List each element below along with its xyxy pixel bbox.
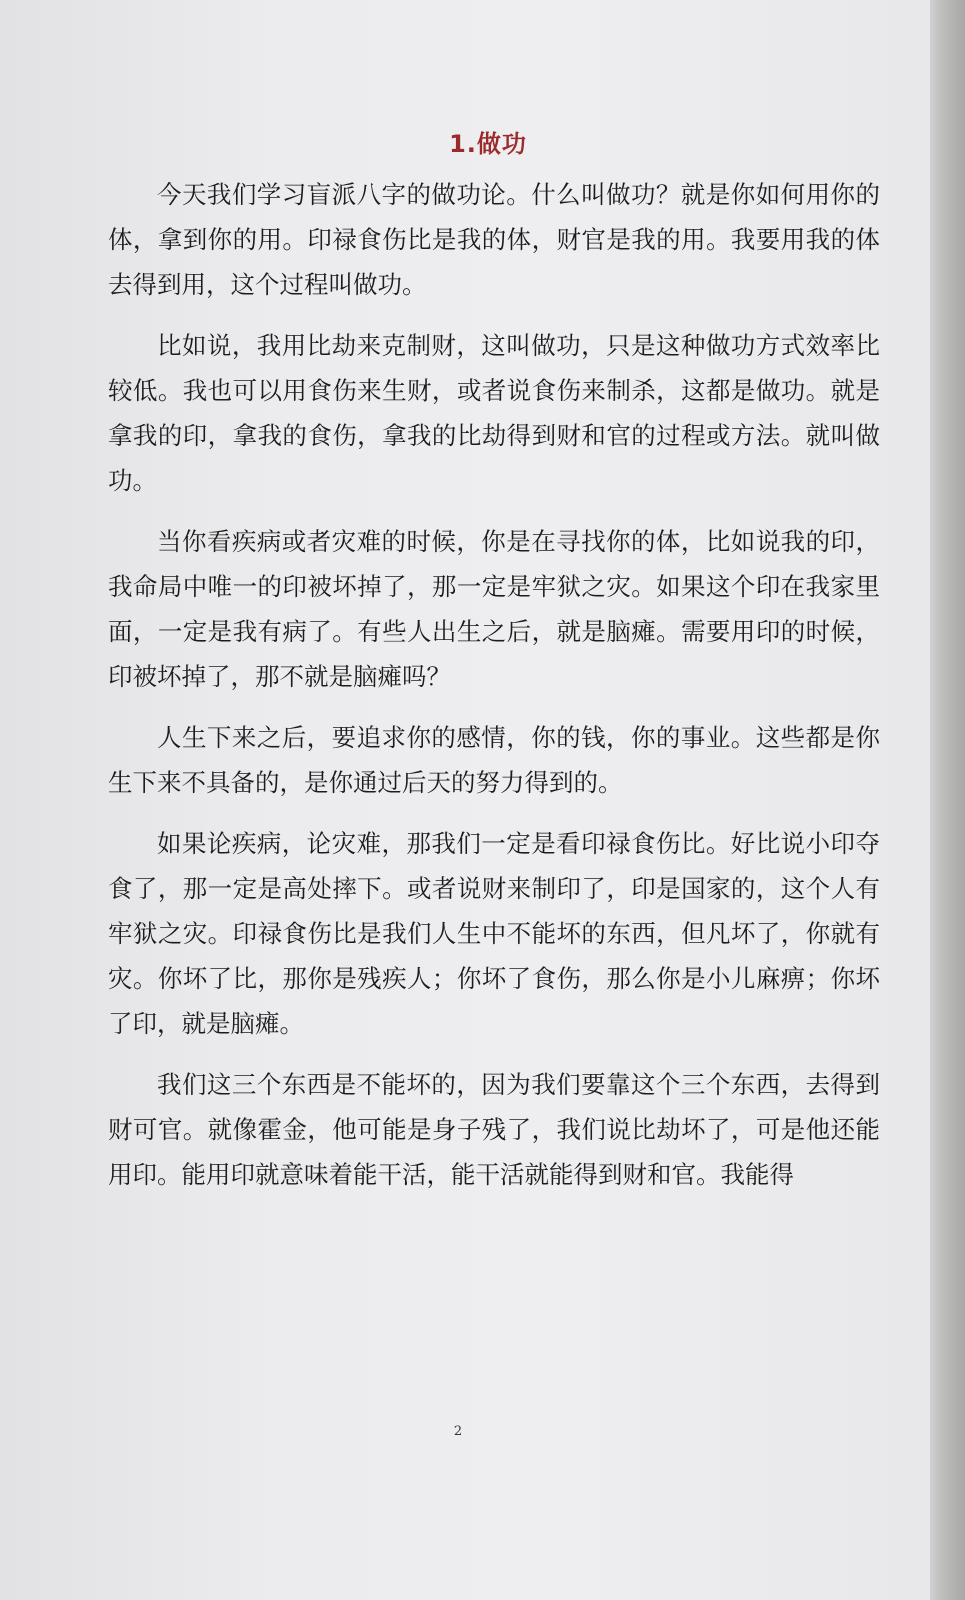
paragraph: 如果论疾病，论灾难，那我们一定是看印禄食伤比。好比说小印夺食了，那一定是高处摔下。或者说财来制印了，印是国家的，这个人有牢狱之灾。印禄食伤比是我们人生中不能坏的东西，但凡坏了，你就有灾。你坏了比，那你是残疾人；你坏了食伤，那么你是小儿麻痹；你坏了印，就是脑瘫。 — [108, 829, 880, 1038]
section-title: 1.做功 — [449, 130, 527, 158]
paragraph: 我们这三个东西是不能坏的，因为我们要靠这个三个东西，去得到财可官。就像霍金，他可能是身子残了，我们说比劫坏了，可是他还能用印。能用印就意味着能干活，能干活就能得到财和官。我能得 — [108, 1070, 880, 1189]
paragraph: 今天我们学习盲派八字的做功论。什么叫做功？就是你如何用你的体，拿到你的用。印禄食伤比是我的体，财官是我的用。我要用我的体去得到用，这个过程叫做功。 — [108, 180, 880, 299]
page-number: 2 — [453, 1424, 463, 1439]
body-text — [108, 172, 880, 1213]
next-page-edge — [930, 0, 965, 1600]
paragraph: 当你看疾病或者灾难的时候，你是在寻找你的体，比如说我的印，我命局中唯一的印被坏掉了，那一定是牢狱之灾。如果这个印在我家里面，一定是我有病了。有些人出生之后，就是脑瘫。需要用印的时候，印被坏掉了，那不就是脑瘫吗？ — [108, 527, 880, 691]
paragraph: 人生下来之后，要追求你的感情，你的钱，你的事业。这些都是你生下来不具备的，是你通过后天的努力得到的。 — [108, 723, 880, 797]
paragraph: 比如说，我用比劫来克制财，这叫做功，只是这种做功方式效率比较低。我也可以用食伤来生财，或者说食伤来制杀，这都是做功。就是拿我的印，拿我的食伤，拿我的比劫得到财和官的过程或方法。就叫做功。 — [108, 331, 880, 495]
